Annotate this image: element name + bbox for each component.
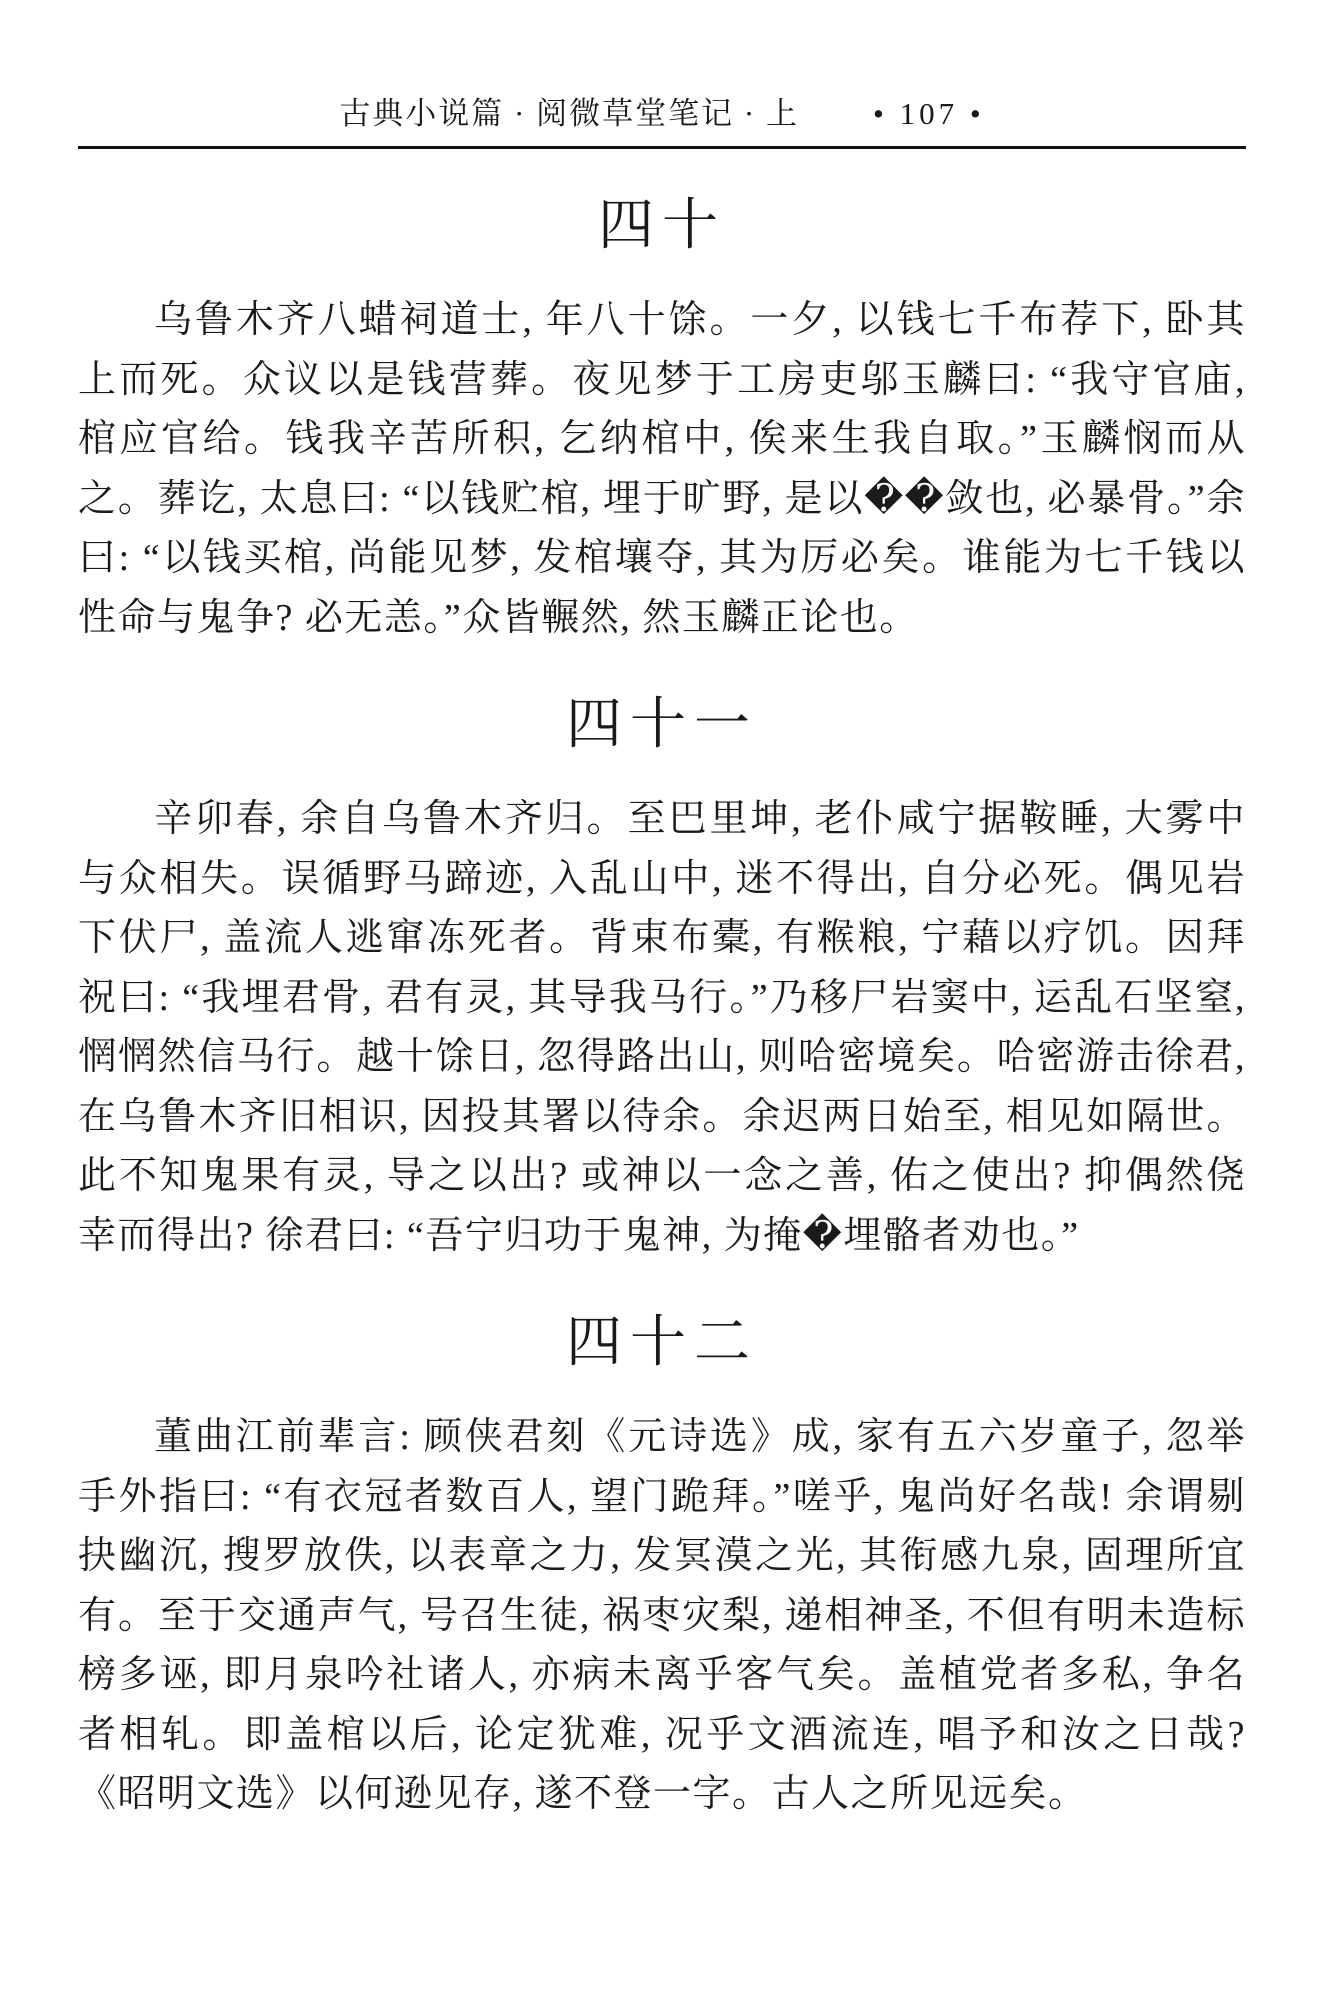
paragraph-text: 董曲江前辈言: 顾侠君刻《元诗选》成, 家有五六岁童子, 忽举手外指曰: “有衣冠者数百人, 望门跪拜。”嗟乎, 鬼尚好名哉! 余谓剔抉幽沉, 搜罗放佚, 以表章之力, 发冥漠之光, 其衔感九泉, 固理所宜有。至于交通声气, 号召生徒, 祸枣灾梨, 递相神圣, 不但有明未造标榜多诬, 即月泉吟社诸人, 亦病未离乎客气矣。盖植党者多私, 争名者相轧。即盖棺以后, 论定犹难, 况乎文酒流连, 唱予和汝之日哉?《昭明文选》以何逊见存, 遂不登一字。古人之所见远矣。 [78, 1416, 1246, 1815]
running-head-title: 古典小说篇 · 阅微草堂笔记 · 上 [339, 96, 799, 131]
section-forty-one [78, 690, 1246, 1266]
section-forty-two [78, 1308, 1246, 1825]
section-title: 四十一 [566, 694, 758, 756]
section-title: 四十 [598, 195, 726, 257]
header-rule [78, 146, 1246, 149]
page-header [78, 88, 1246, 133]
page-number: • 107 • [872, 96, 985, 131]
paragraph-text: 辛卯春, 余自乌鲁木齐归。至巴里坤, 老仆咸宁据鞍睡, 大雾中与众相失。误循野马蹄迹, 入乱山中, 迷不得出, 自分必死。偶见岩下伏尸, 盖流人逃窜冻死者。背束布橐, 有糇粮, 宁藉以疗饥。因拜祝曰: “我埋君骨, 君有灵, 其导我马行。”乃移尸岩窦中, 运乱石坚窒, 惘惘然信马行。越十馀日, 忽得路出山, 则哈密境矣。哈密游击徐君, 在乌鲁木齐旧相识, 因投其署以待余。余迟两日始至, 相见如隔世。此不知鬼果有灵, 导之以出? 或神以一念之善, 佑之使出? 抑偶然侥幸而得出? 徐君曰: “吾宁归功于鬼神, 为掩�埋骼者劝也。” [78, 798, 1246, 1257]
paragraph-text: 乌鲁木齐八蜡祠道士, 年八十馀。一夕, 以钱七千布荐下, 卧其上而死。众议以是钱营葬。夜见梦于工房吏邬玉麟曰: “我守官庙, 棺应官给。钱我辛苦所积, 乞纳棺中, 俟来生我自取。”玉麟悯而从之。葬讫, 太息曰: “以钱贮棺, 埋于旷野, 是以��敛也, 必暴骨。”余曰: “以钱买棺, 尚能见梦, 发棺壤夺, 其为厉必矣。谁能为七千钱以性命与鬼争? 必无恙。”众皆冁然, 然玉麟正论也。 [78, 299, 1246, 639]
section-title: 四十二 [566, 1312, 758, 1374]
section-forty [78, 191, 1246, 648]
